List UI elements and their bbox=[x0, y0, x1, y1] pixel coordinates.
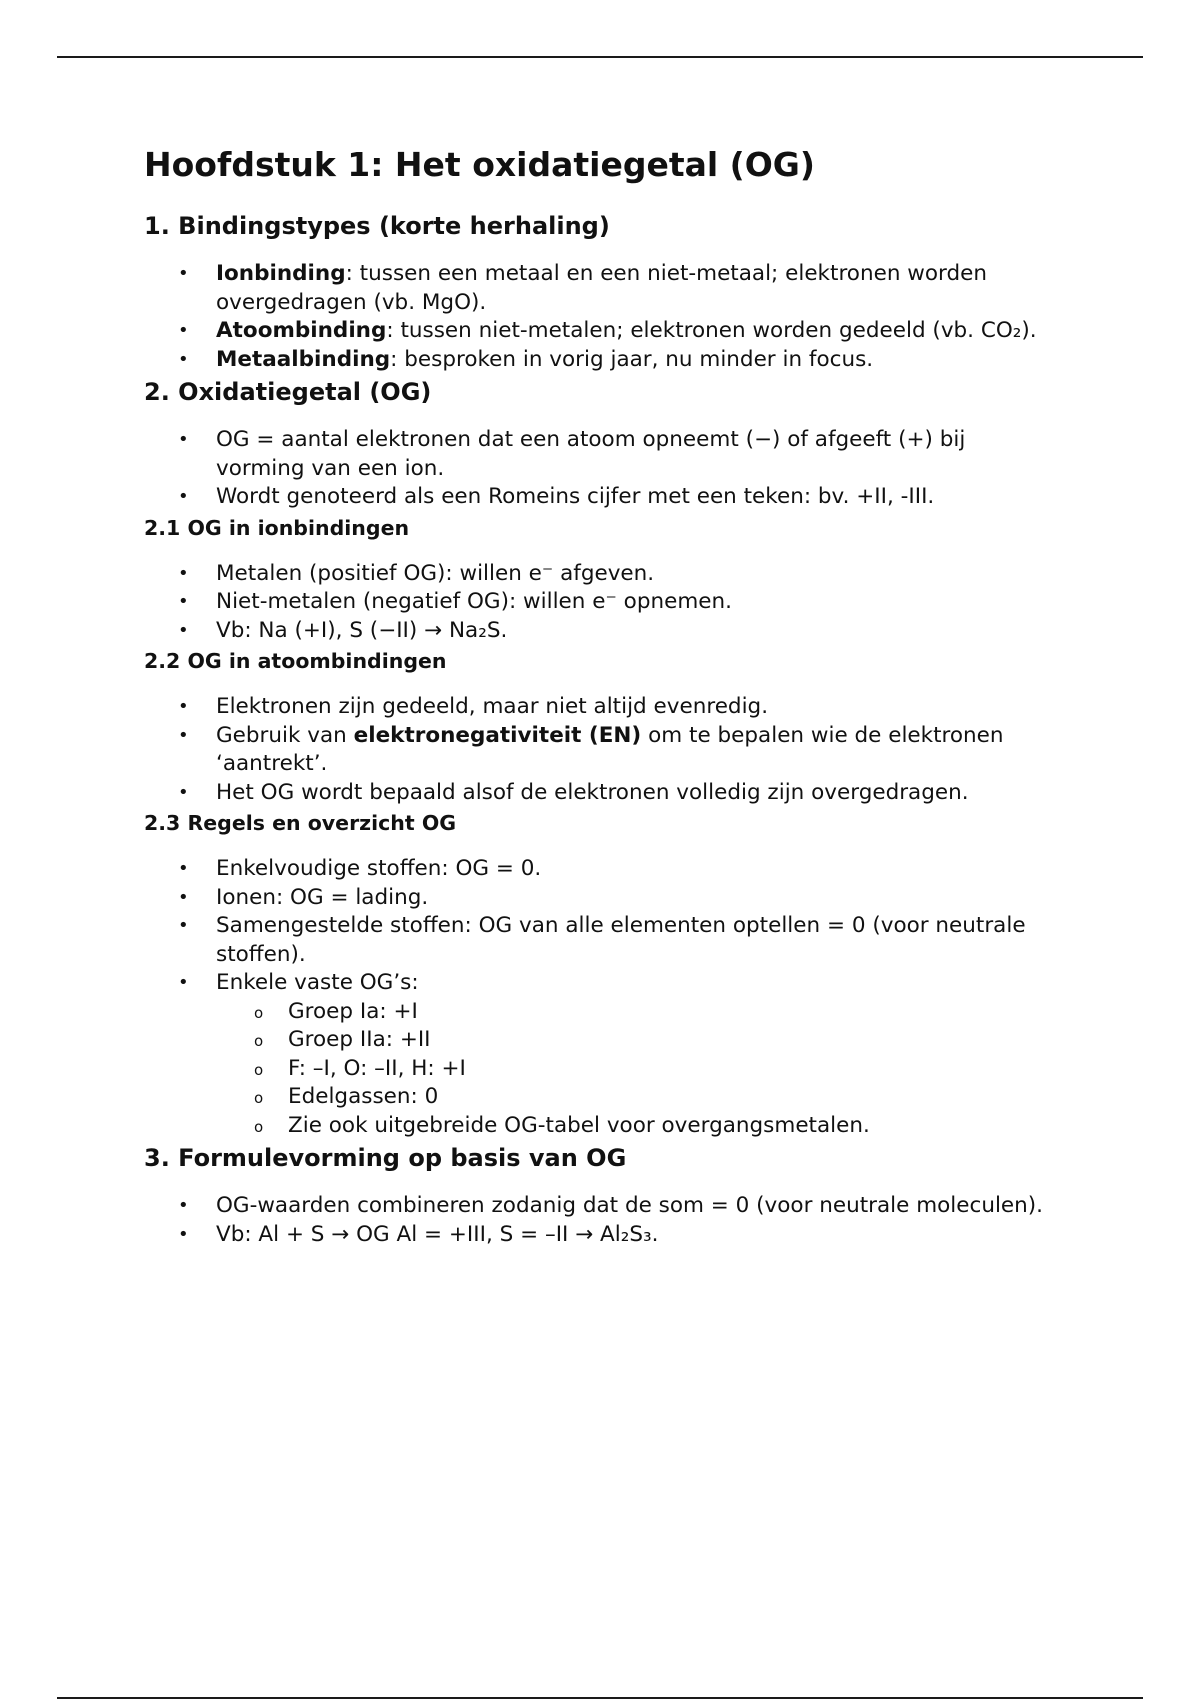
list-item-text: : besproken in vorig jaar, nu minder in focus. bbox=[390, 346, 874, 372]
sub-list-item: o Groep Ia: +I bbox=[216, 998, 1044, 1027]
bindingstypes-list bbox=[144, 260, 1044, 374]
list-item: • Metalen (positief OG): willen e⁻ afgeven. bbox=[144, 560, 1044, 589]
page-title: Hoofdstuk 1: Het oxidatiegetal (OG) bbox=[144, 145, 815, 184]
list-item: • Het OG wordt bepaald alsof de elektronen volledig zijn overgedragen. bbox=[144, 779, 1044, 808]
list-item bbox=[144, 722, 1044, 779]
section-heading-3: 3. Formulevorming op basis van OG bbox=[144, 1144, 627, 1172]
list-item-text: Enkele vaste OG’s: bbox=[216, 970, 419, 995]
section-heading-1: 1. Bindingstypes (korte herhaling) bbox=[144, 212, 610, 240]
vaste-og-sublist bbox=[216, 998, 1044, 1141]
list-item: • OG-waarden combineren zodanig dat de som = 0 (voor neutrale moleculen). bbox=[144, 1192, 1044, 1221]
section-heading-2: 2. Oxidatiegetal (OG) bbox=[144, 378, 432, 406]
list-item: • Niet-metalen (negatief OG): willen e⁻ opnemen. bbox=[144, 588, 1044, 617]
bottom-rule bbox=[57, 1697, 1143, 1699]
list-item bbox=[144, 969, 1044, 1140]
list-item: • Samengestelde stoffen: OG van alle elementen optellen = 0 (voor neutrale stoffen). bbox=[144, 912, 1044, 969]
list-item-text: om te bepalen wie de elektronen ‘aantrekt’. bbox=[216, 722, 1004, 776]
section-heading-2-1: 2.1 OG in ionbindingen bbox=[144, 515, 410, 540]
list-item-text: : tussen een metaal en een niet-metaal; elektronen worden overgedragen (vb. MgO). bbox=[216, 261, 987, 315]
oxidatiegetal-list bbox=[144, 426, 1044, 512]
list-item bbox=[144, 346, 1044, 375]
section-heading-2-2: 2.2 OG in atoombindingen bbox=[144, 649, 447, 673]
list-item-text: Gebruik van bbox=[216, 722, 354, 748]
list-item bbox=[144, 260, 1044, 317]
term-elektronegativiteit: elektronegativiteit (EN) bbox=[353, 722, 642, 748]
sub-list-item: o Zie ook uitgebreide OG-tabel voor overgangsmetalen. bbox=[216, 1112, 1044, 1141]
section-heading-2-3: 2.3 Regels en overzicht OG bbox=[144, 811, 457, 835]
top-rule bbox=[57, 56, 1143, 58]
list-item: • Enkelvoudige stoffen: OG = 0. bbox=[144, 855, 1044, 884]
term-ionbinding: Ionbinding bbox=[216, 261, 346, 286]
sub-list-item: o Groep IIa: +II bbox=[216, 1026, 1044, 1055]
formulevorming-list bbox=[144, 1192, 1044, 1249]
document-body bbox=[144, 138, 1044, 1249]
list-item-text: : tussen niet-metalen; elektronen worden gedeeld (vb. CO₂). bbox=[386, 318, 1037, 343]
list-item: • OG = aantal elektronen dat een atoom opneemt (−) of afgeeft (+) bij vorming van een ion. bbox=[144, 426, 1044, 483]
list-item: • Vb: Al + S → OG Al = +III, S = –II → Al₂S₃. bbox=[144, 1221, 1044, 1250]
atoombindingen-list bbox=[144, 693, 1044, 807]
term-metaalbinding: Metaalbinding bbox=[216, 346, 391, 372]
term-atoombinding: Atoombinding bbox=[216, 318, 387, 343]
regels-list bbox=[144, 855, 1044, 1140]
list-item: • Elektronen zijn gedeeld, maar niet altijd evenredig. bbox=[144, 693, 1044, 722]
list-item: • Wordt genoteerd als een Romeins cijfer met een teken: bv. +II, -III. bbox=[144, 483, 1044, 512]
list-item: • Ionen: OG = lading. bbox=[144, 884, 1044, 913]
list-item bbox=[144, 317, 1044, 346]
sub-list-item: o F: –I, O: –II, H: +I bbox=[216, 1055, 1044, 1084]
sub-list-item: o Edelgassen: 0 bbox=[216, 1083, 1044, 1112]
list-item: • Vb: Na (+I), S (−II) → Na₂S. bbox=[144, 617, 1044, 646]
ionbindingen-list bbox=[144, 560, 1044, 646]
